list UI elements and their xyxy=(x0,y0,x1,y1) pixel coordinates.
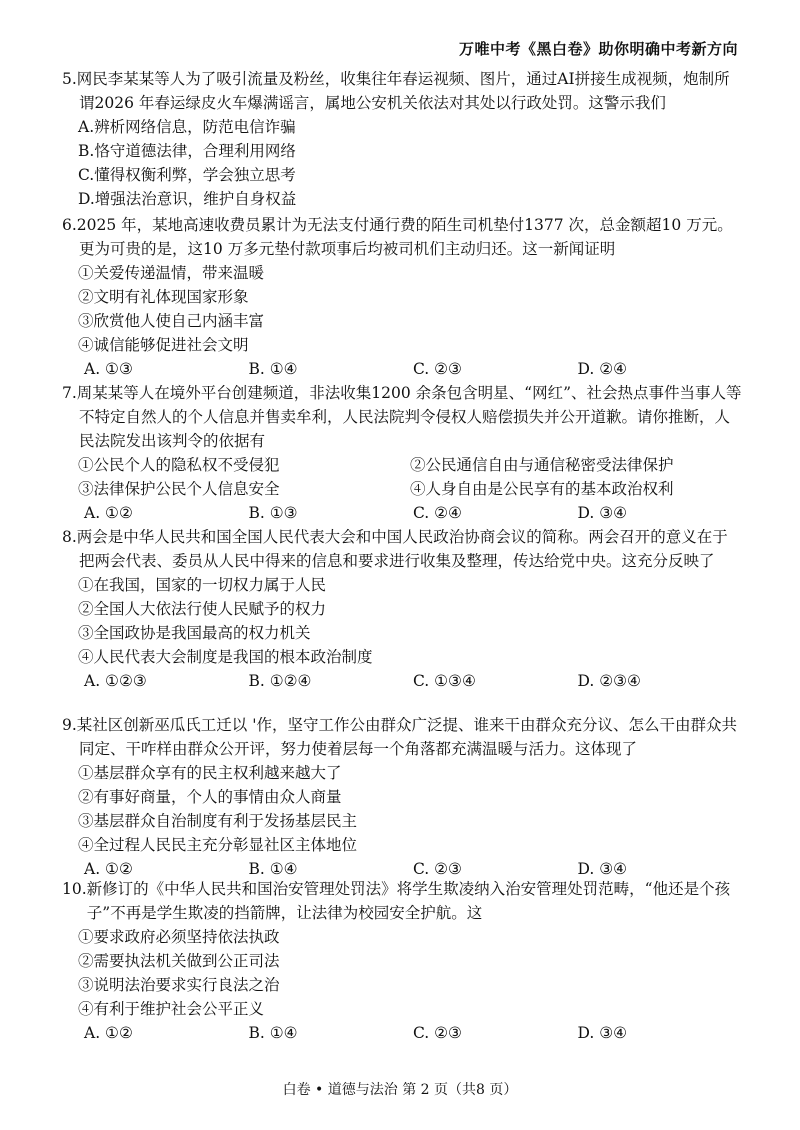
statement-item: ③基层群众自治制度有利于发扬基层民主 xyxy=(78,812,358,830)
question-stem: 9.某社区创新巫瓜氏工迁以 '作，坚守工作公由群众广泛提、谁来干由群众充分议、怎么干由群众共同定、干咋样由群众公开评，努力使着层每一个角落都充满温暖与活力。这体现了 xyxy=(62,716,737,758)
statement-item: ③说明法治要求实行良法之治 xyxy=(78,976,280,994)
option: A.辨析网络信息，防范电信诈骗 xyxy=(78,118,296,136)
option: C.懂得权衡利弊，学会独立思考 xyxy=(78,166,296,184)
question-7 xyxy=(62,381,742,525)
question-9 xyxy=(62,713,742,881)
answer-d: D. ②③④ xyxy=(577,672,641,690)
statement-item: ④有利于维护社会公平正义 xyxy=(78,1000,265,1018)
answer-a: A. ①②③ xyxy=(84,672,147,690)
answer-d: D. ③④ xyxy=(577,504,628,522)
answer-choices xyxy=(62,501,742,525)
answer-choices xyxy=(62,357,742,381)
question-8 xyxy=(62,525,742,693)
statement-item: ④诚信能够促进社会文明 xyxy=(78,336,249,354)
answer-a: A. ①② xyxy=(84,860,133,878)
question-stem: 8.两会是中华人民共和国全国人民代表大会和中国人民政治协商会议的简称。两会召开的意义在于把两会代表、委员从人民中得来的信息和要求进行收集及整理，传达给党中央。这充分反映了 xyxy=(62,528,728,570)
statement-item: ③法律保护公民个人信息安全 xyxy=(78,480,280,498)
statement-item: ③欣赏他人使自己内涵丰富 xyxy=(78,312,265,330)
answer-choices xyxy=(62,1021,742,1045)
answer-c: C. ①③④ xyxy=(413,672,476,690)
answer-a: A. ①② xyxy=(84,1024,133,1042)
answer-c: C. ②③ xyxy=(413,1024,462,1042)
statement-row xyxy=(62,453,742,477)
answer-a: A. ①② xyxy=(84,504,133,522)
statement-item: ②需要执法机关做到公正司法 xyxy=(78,952,280,970)
question-6 xyxy=(62,213,742,381)
question-10 xyxy=(62,877,742,1045)
answer-c: C. ②④ xyxy=(413,504,462,522)
answer-b: B. ①④ xyxy=(248,860,298,878)
page-header: 万唯中考《黑白卷》助你明确中考新方向 xyxy=(458,40,738,58)
answer-b: B. ①②④ xyxy=(248,672,312,690)
option: D.增强法治意识，维护自身权益 xyxy=(78,190,297,208)
answer-a: A. ①③ xyxy=(84,360,133,378)
option: B.恪守道德法律，合理利用网络 xyxy=(78,142,296,160)
question-stem: 5.网民李某某等人为了吸引流量及粉丝，收集往年春运视频、图片，通过AI拼接生成视频，炮制所谓2026 年春运绿皮火车爆满谣言，属地公安机关依法对其处以行政处罚。这警示我们 xyxy=(62,70,730,112)
answer-b: B. ①③ xyxy=(248,504,298,522)
statement-item: ②有事好商量，个人的事情由众人商量 xyxy=(78,788,342,806)
question-stem: 7.周某某等人在境外平台创建频道，非法收集1200 余条包含明星、“网红”、社会热点事件当事人等不特定自然人的个人信息并售卖牟利，人民法院判令侵权人赔偿损失并公开道歉。请你推断，人民法院发出该判令的依据有 xyxy=(62,384,742,450)
question-stem: 10.新修订的《中华人民共和国治安管理处罚法》将学生欺凌纳入治安管理处罚范畴，“他还是个孩子”不再是学生欺凌的挡箭牌，让法律为校园安全护航。这 xyxy=(62,880,731,922)
answer-c: C. ②③ xyxy=(413,360,462,378)
statement-item: ③全国政协是我国最高的权力机关 xyxy=(78,624,311,642)
answer-c: C. ②③ xyxy=(413,860,462,878)
answer-d: D. ③④ xyxy=(577,1024,628,1042)
answer-b: B. ①④ xyxy=(248,360,298,378)
question-stem: 6.2025 年，某地高速收费员累计为无法支付通行费的陌生司机垫付1377 次，总金额超10 万元。更为可贵的是，这10 万多元垫付款项事后均被司机们主动归还。这一新闻证明 xyxy=(62,216,733,258)
answer-choices xyxy=(62,669,742,693)
answer-b: B. ①④ xyxy=(248,1024,298,1042)
statement-row xyxy=(62,477,742,501)
answer-d: D. ③④ xyxy=(577,860,628,878)
statement-item: ④人身自由是公民享有的基本政治权利 xyxy=(410,480,674,498)
question-5 xyxy=(62,67,742,211)
statement-item: ②公民通信自由与通信秘密受法律保护 xyxy=(410,456,674,474)
page-footer: 白卷 • 道德与法治 第 2 页（共8 页） xyxy=(282,1082,518,1098)
statement-item: ②文明有礼体现国家形象 xyxy=(78,288,249,306)
statement-item: ②全国人大依法行使人民赋予的权力 xyxy=(78,600,327,618)
answer-d: D. ②④ xyxy=(577,360,628,378)
statement-item: ①关爱传递温情，带来温暖 xyxy=(78,264,265,282)
statement-item: ④人民代表大会制度是我国的根本政治制度 xyxy=(78,648,373,666)
statement-item: ①基层群众享有的民主权利越来越大了 xyxy=(78,764,342,782)
statement-item: ①要求政府必须坚持依法执政 xyxy=(78,928,280,946)
statement-item: ④全过程人民民主充分彰显社区主体地位 xyxy=(78,836,358,854)
statement-item: ①公民个人的隐私权不受侵犯 xyxy=(78,456,280,474)
statement-item: ①在我国，国家的一切权力属于人民 xyxy=(78,576,327,594)
